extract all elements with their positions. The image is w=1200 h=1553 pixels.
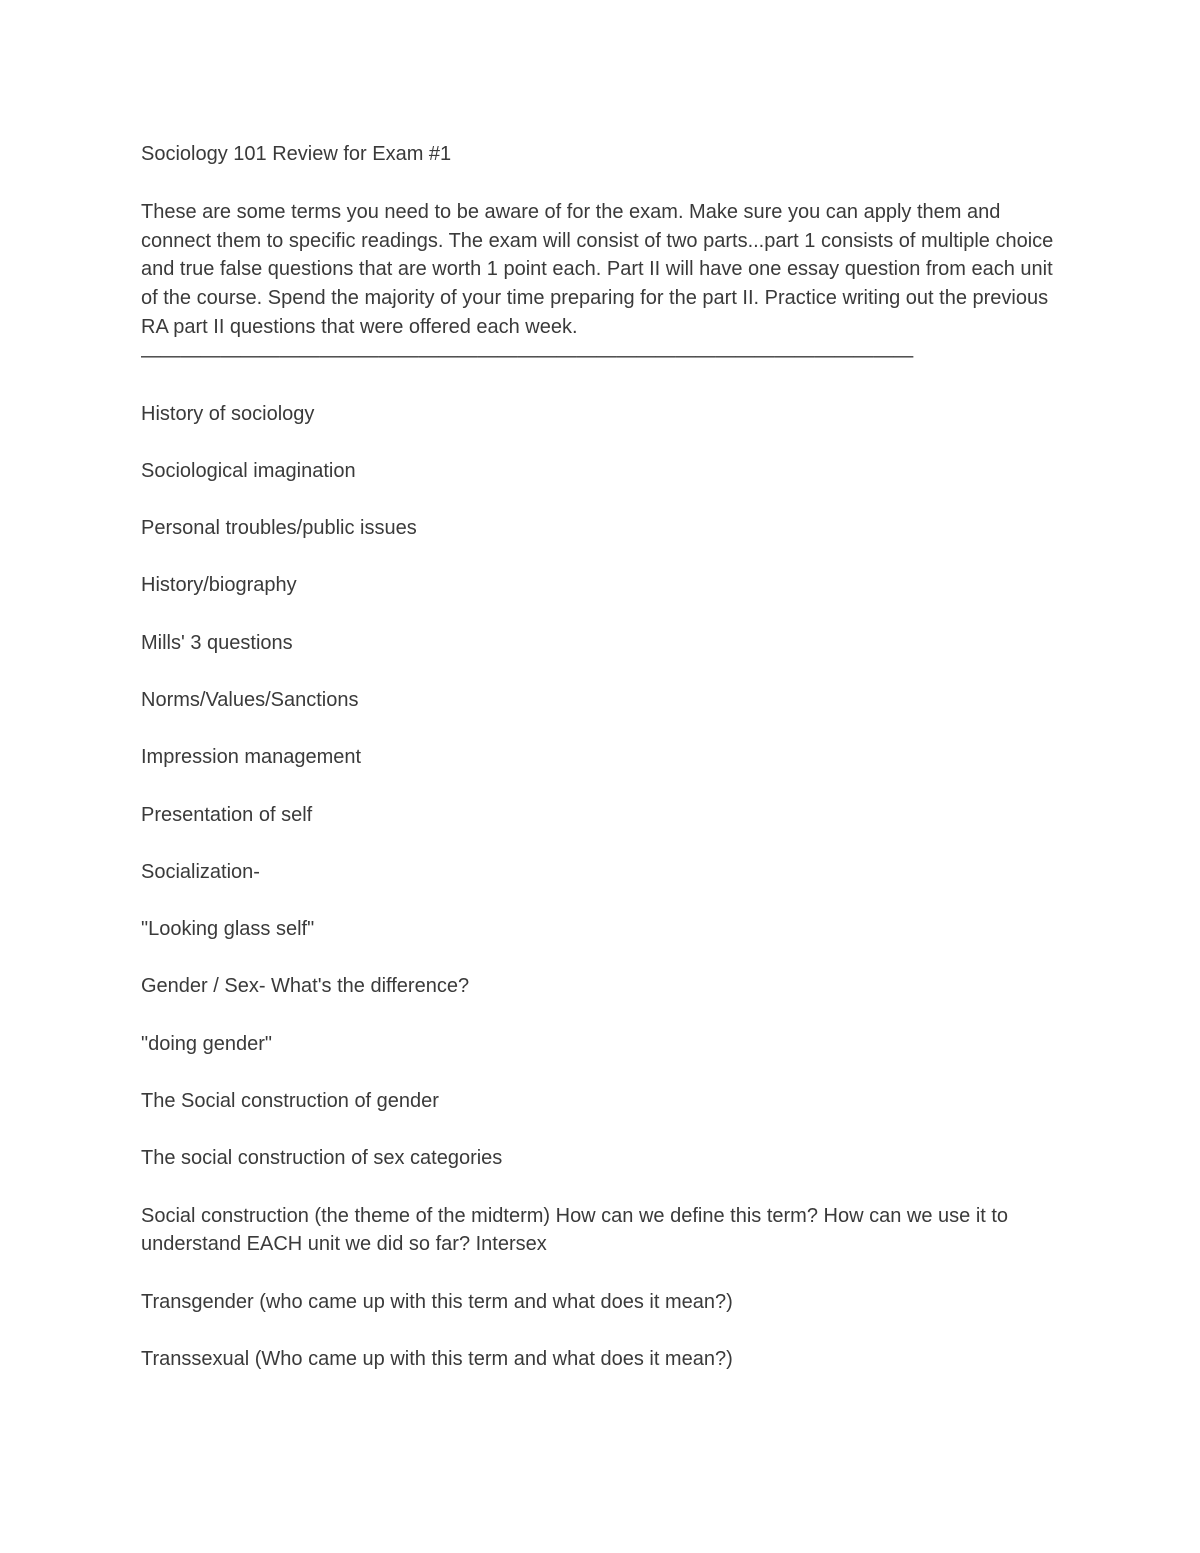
term-item: Personal troubles/public issues <box>141 517 417 540</box>
term-item: Socialization- <box>141 860 260 883</box>
term-item: Mills' 3 questions <box>141 631 293 654</box>
term-item: Transsexual (Who came up with this term and what does it mean?) <box>141 1347 733 1370</box>
term-item: History/biography <box>141 574 297 597</box>
term-list <box>141 400 1061 1374</box>
term-item: The social construction of sex categories <box>141 1147 503 1170</box>
term-item: Presentation of self <box>141 803 313 826</box>
term-item: History of sociology <box>141 402 315 425</box>
term-item: Social construction (the theme of the midterm) How can we define this term? How can we use it to understand EACH unit we did so far? Intersex <box>141 1204 1009 1256</box>
term-item: The Social construction of gender <box>141 1090 439 1113</box>
term-item: Transgender (who came up with this term and what does it mean?) <box>141 1290 733 1313</box>
term-item: Norms/Values/Sanctions <box>141 689 359 711</box>
term-item: "Looking glass self" <box>141 918 315 941</box>
document-page <box>141 140 1061 1402</box>
divider-line: ——————————————————————————————————————— <box>141 344 914 367</box>
term-item: Gender / Sex- What's the difference? <box>141 975 470 998</box>
document-title: Sociology 101 Review for Exam #1 <box>141 143 452 165</box>
intro-paragraph: These are some terms you need to be aware of for the exam. Make sure you can apply them and connect them to specific readings. The exam will consist of two parts...part 1 consists of multiple choice and true false questions that are worth 1 point each. Part II will have one essay question from each unit of the course. Spend the majority of your time preparing for the part II. Practice writing out the previous RA part II questions that were offered each week. <box>141 201 1054 338</box>
term-item: Impression management <box>141 746 362 769</box>
term-item: Sociological imagination <box>141 459 356 482</box>
term-item: "doing gender" <box>141 1032 272 1055</box>
